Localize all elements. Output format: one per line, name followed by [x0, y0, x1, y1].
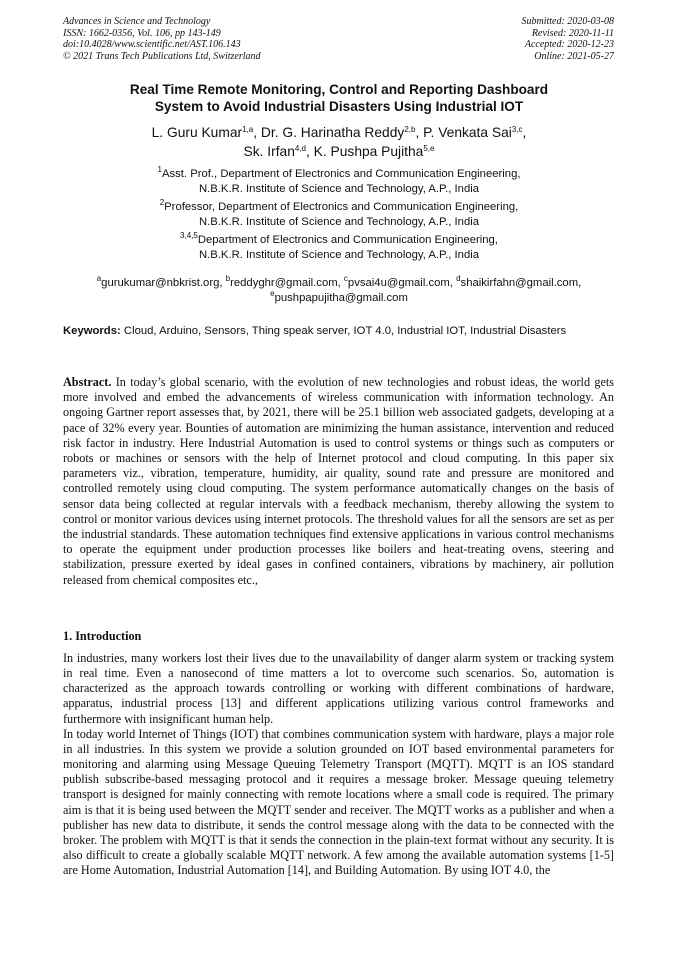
author-affiliation-mark: 2,b [404, 125, 416, 134]
affiliations [30, 167, 648, 266]
affiliation-institute: N.B.K.R. Institute of Science and Technology, A.P., India [198, 248, 480, 261]
affiliation-text: Department of Electronics and Communication Engineering, [197, 234, 498, 246]
abstract-label: Abstract. [63, 375, 112, 389]
affiliation-line [30, 167, 648, 182]
affiliation-line [30, 200, 648, 215]
affiliation-mark: 3,4,5 [180, 231, 198, 240]
affiliation-text: Professor, Department of Electronics and Communication Engineering, [164, 201, 519, 213]
keywords [63, 324, 614, 339]
author-line-1 [30, 123, 648, 142]
issn-line: ISSN: 1662-0356, Vol. 106, pp 143-149 [63, 27, 221, 39]
revised-date: Revised: 2020-11-11 [531, 27, 614, 39]
email-mark: e [270, 288, 275, 298]
email-line-1 [30, 276, 648, 291]
email-mark: d [456, 274, 461, 283]
affiliation-item [30, 167, 648, 196]
email-address[interactable]: shaikirfahn@gmail.com, [460, 277, 582, 289]
affiliation-text: Asst. Prof., Department of Electronics and Communication Engineering, [161, 168, 521, 180]
author-name: Dr. G. Harinatha Reddy [260, 125, 405, 140]
submitted-date: Submitted: 2020-03-08 [521, 16, 614, 27]
accepted-date: Accepted: 2020-12-23 [524, 39, 614, 50]
affiliation-institute: N.B.K.R. Institute of Science and Technology, A.P., India [198, 215, 480, 228]
affiliation-mark: 2 [159, 198, 165, 207]
author-emails [30, 276, 648, 305]
author-name: K. Pushpa Pujitha [313, 144, 424, 159]
author-name: Sk. Irfan [243, 144, 295, 159]
email-address[interactable]: pushpapujitha@gmail.com [274, 291, 408, 304]
introduction-body [63, 651, 614, 878]
paragraph: In today world Internet of Things (IOT) that combines communication system with hardware, plays a major role in all industries. In this system we provide a solution grounded on IOT based environmental parameters for monitoring and alarming using Message Queuing Telemetry Transport (MQTT). MQTT is an IOS standard publish subscribe-based messaging protocol and it requires a message broker. Message queuing telemetry transport is designed for mainly connecting with remote locations where a small code is required. The primary aim is that it is being used between the MQTT sender and receiver. The MQTT works as a publisher and when a publisher has new data to distribute, it sends the control message along with the data to be connected with the broker. The problem with MQTT is that it sends the connection in the plain-text format without any security. It is also difficult to create a globally scalable MQTT network. A few among the available automation systems [1-5] are Home Automation, Industrial Automation [14], and Building Automation. By using IOT 4.0, the [63, 726, 614, 878]
author-separator: , [415, 125, 424, 140]
email-mark: a [96, 274, 102, 283]
affiliation-item [30, 200, 648, 229]
author-affiliation-mark: 5,e [423, 144, 435, 153]
email-mark: b [225, 274, 231, 283]
email-address[interactable]: gurukumar@nbkrist.org, [101, 277, 226, 289]
author-affiliation-mark: 4,d [294, 144, 306, 153]
author-list [30, 123, 648, 161]
author-affiliation-mark: 3,c [511, 125, 523, 134]
online-date: Online: 2021-05-27 [534, 50, 614, 62]
submission-dates [522, 16, 615, 62]
author-name: L. Guru Kumar [151, 125, 243, 140]
keywords-text: Cloud, Arduino, Sensors, Thing speak server, IOT 4.0, Industrial IOT, Industrial Disasters [123, 325, 567, 337]
doi-line: doi:10.4028/www.scientific.net/AST.106.143 [63, 39, 241, 50]
keywords-label: Keywords: [63, 325, 121, 337]
email-mark: c [343, 274, 348, 283]
affiliation-item [30, 233, 648, 262]
author-separator: , [306, 144, 314, 159]
abstract-text: In today’s global scenario, with the evolution of new technologies and robust ideas, the world gets more involved and embed the advancements of wireless communication with information technology. An ongoing Gartner report assesses that, by 2021, there will be 25.1 billion web associated gadgets, developing at a pace of 32% every year. Bounties of automation are minimizing the human assistance, intervention and reduced risk factor in industry. Here Industrial Automation is used to control systems or things such as computers or robots or machines or sensors with the help of Internet protocol and cloud computing. In this paper six parameters viz., vibration, temperature, humidity, air quality, sound rate and pressure are monitored and controlled remotely using cloud computing. The system performance automatically changes on the basis of sensor data being collected at regular intervals with a feedback mechanism, thereby allowing the system to control or monitor various devices using internet protocols. The threshold values for all the sensors are set as per the industrial standards. These automation techniques find extensive applications in various control mechanisms to operate the equipment under production processes like boilers and heat-treating ovens, steering and stabilization, pressure exerted by ideal gases in confined containers, vibrations by machinery, air pollution released from chemical composites etc., [63, 375, 615, 587]
journal-info [63, 16, 261, 62]
paragraph: In industries, many workers lost their lives due to the unavailability of danger alarm system or tracking system in real time. Even a nanosecond of time matters a lot to overcome such scenarios. So, automation is characterized as the approach towards controlling or working with different combinations of hardware, apparatus, industrial process [13] and different applications utilizing various control frameworks and furthermore with insignificant human help. [63, 651, 614, 726]
author-name: P. Venkata Sai [423, 125, 512, 140]
author-affiliation-mark: 1,a [242, 125, 254, 134]
email-address[interactable]: reddyghr@gmail.com, [230, 277, 344, 289]
affiliation-line [30, 233, 648, 248]
title-line-1: Real Time Remote Monitoring, Control and Reporting Dashboard [129, 82, 549, 97]
author-line-2 [30, 142, 648, 161]
abstract [63, 375, 614, 588]
email-line-2 [30, 288, 648, 306]
author-separator: , [522, 125, 527, 140]
title-line-2: System to Avoid Industrial Disasters Using Industrial IOT [154, 99, 524, 114]
journal-name: Advances in Science and Technology [63, 16, 211, 27]
paper-title [40, 81, 638, 115]
affiliation-mark: 1 [157, 165, 162, 174]
copyright-line: © 2021 Trans Tech Publications Ltd, Switzerland [63, 50, 261, 62]
section-heading: 1. Introduction [63, 629, 142, 643]
affiliation-institute: N.B.K.R. Institute of Science and Technology, A.P., India [198, 182, 480, 195]
email-address[interactable]: pvsai4u@gmail.com, [347, 277, 457, 289]
author-separator: , [253, 125, 261, 140]
